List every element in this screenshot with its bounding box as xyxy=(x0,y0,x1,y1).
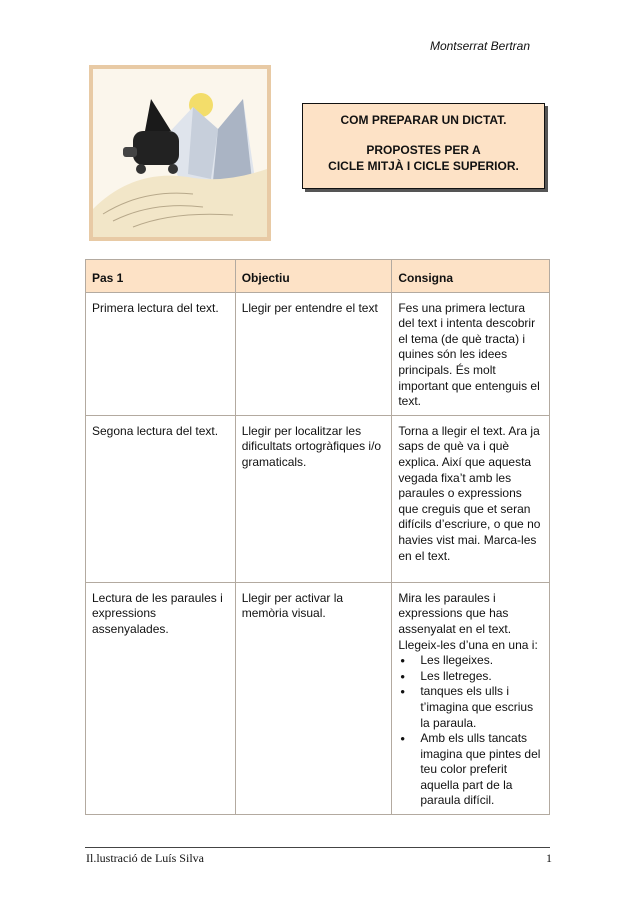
list-item: • Les llegeixes. xyxy=(398,653,544,669)
page-number: 1 xyxy=(546,851,552,865)
header-consigna: Consigna xyxy=(392,260,550,293)
cell-objectiu: Llegir per localitzar les dificultats ortogràfiques i/o gramaticals. xyxy=(235,415,392,582)
title-box xyxy=(302,103,545,189)
inkwell-illustration xyxy=(93,69,267,237)
cell-consigna: Fes una primera lectura del text i intenta descobrir el tema (de què tracta) i quines són les idees principals. És molt important que entenguis el text. xyxy=(392,292,550,415)
cell-pas: Segona lectura del text. xyxy=(86,415,236,582)
cell-consigna: Torna a llegir el text. Ara ja saps de què va i què explica. Així que aquesta vegada fixa’t amb les paraules o expressions que creguis que et seran difícils d’escriure, o que no havies vist mai. Marca-les en el text. xyxy=(392,415,550,582)
table-row xyxy=(86,292,550,415)
table-row xyxy=(86,415,550,582)
author-name: Montserrat Bertran xyxy=(429,39,530,53)
table-row xyxy=(86,582,550,814)
cell-objectiu: Llegir per entendre el text xyxy=(235,292,392,415)
cell-consigna xyxy=(392,582,550,814)
cell-pas: Primera lectura del text. xyxy=(86,292,236,415)
list-item: • tanques els ulls i t’imagina que escrius la paraula. xyxy=(398,684,544,731)
title-line-2: PROPOSTES PER A xyxy=(366,143,481,157)
list-item: • Amb els ulls tancats imagina que pintes del teu color preferit aquella part de la paraula difícil. xyxy=(398,731,544,809)
header-pas: Pas 1 xyxy=(86,260,236,293)
header-objectiu: Objectiu xyxy=(235,260,392,293)
cell-objectiu: Llegir per activar la memòria visual. xyxy=(235,582,392,814)
title-line-1: COM PREPARAR UN DICTAT. xyxy=(340,113,507,127)
consigna-bullet-list xyxy=(398,653,544,809)
cell-pas: Lectura de les paraules i expressions assenyalades. xyxy=(86,582,236,814)
table-header-row xyxy=(86,260,550,293)
consigna-intro: Mira les paraules i expressions que has assenyalat en el text. Llegeix-les d’una en una i: xyxy=(398,590,538,652)
steps-table xyxy=(85,259,550,815)
title-line-3: CICLE MITJÀ I CICLE SUPERIOR. xyxy=(328,159,519,173)
illustration xyxy=(89,65,271,241)
footer-divider xyxy=(85,847,550,848)
footer-credit: Il.lustració de Luís Silva xyxy=(86,851,204,865)
list-item: • Les lletreges. xyxy=(398,669,544,685)
